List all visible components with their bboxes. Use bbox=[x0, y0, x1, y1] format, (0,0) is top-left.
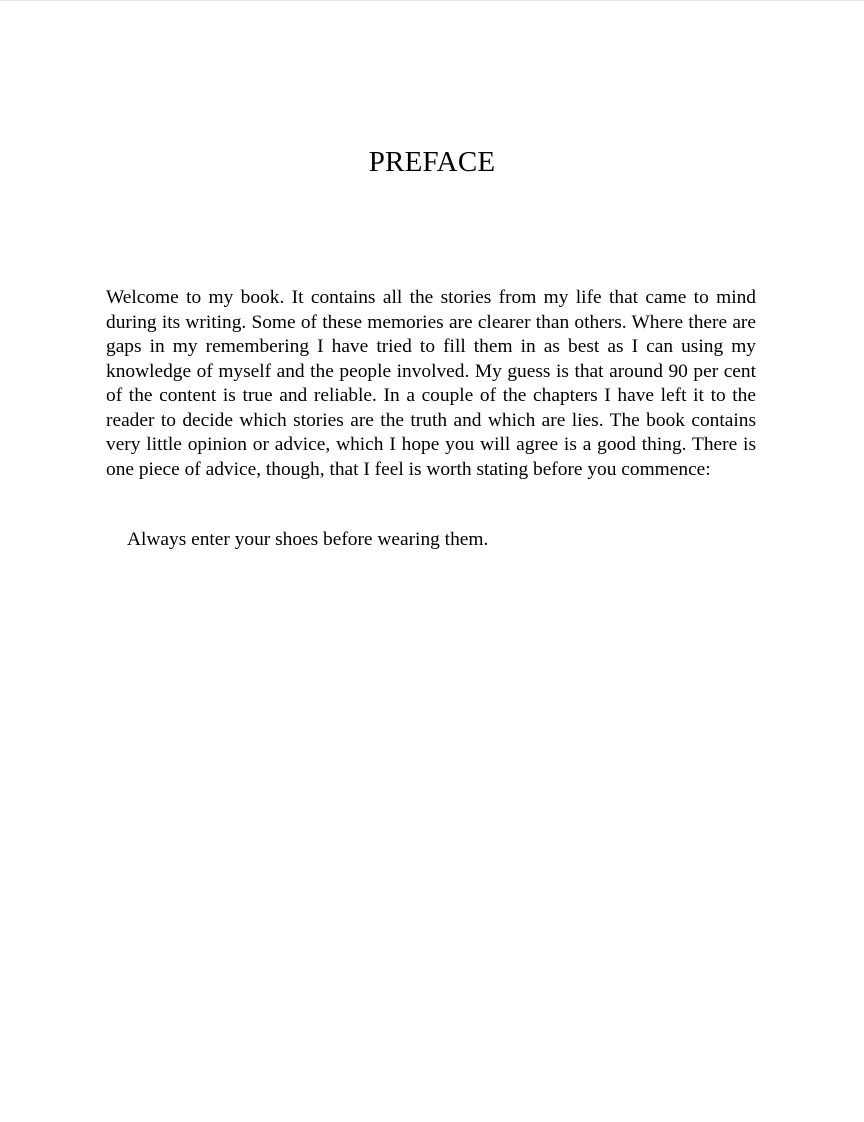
preface-paragraph: Welcome to my book. It contains all the stories from my life that came to mind during its writing. Some of these memories are clearer than others. Where there are gaps in my remembering I have tried to fill them in as best as I can using my knowledge of myself and the people involved. My guess is that around 90 per cent of the content is true and reliable. In a couple of the chapters I have left it to the reader to decide which stories are the truth and which are lies. The book contains very little opinion or advice, which I hope you will agree is a good thing. There is one piece of advice, though, that I feel is worth stating before you commence: bbox=[106, 287, 756, 480]
page-title: PREFACE bbox=[368, 146, 496, 178]
advice-line: Always enter your shoes before wearing them. bbox=[127, 529, 489, 550]
